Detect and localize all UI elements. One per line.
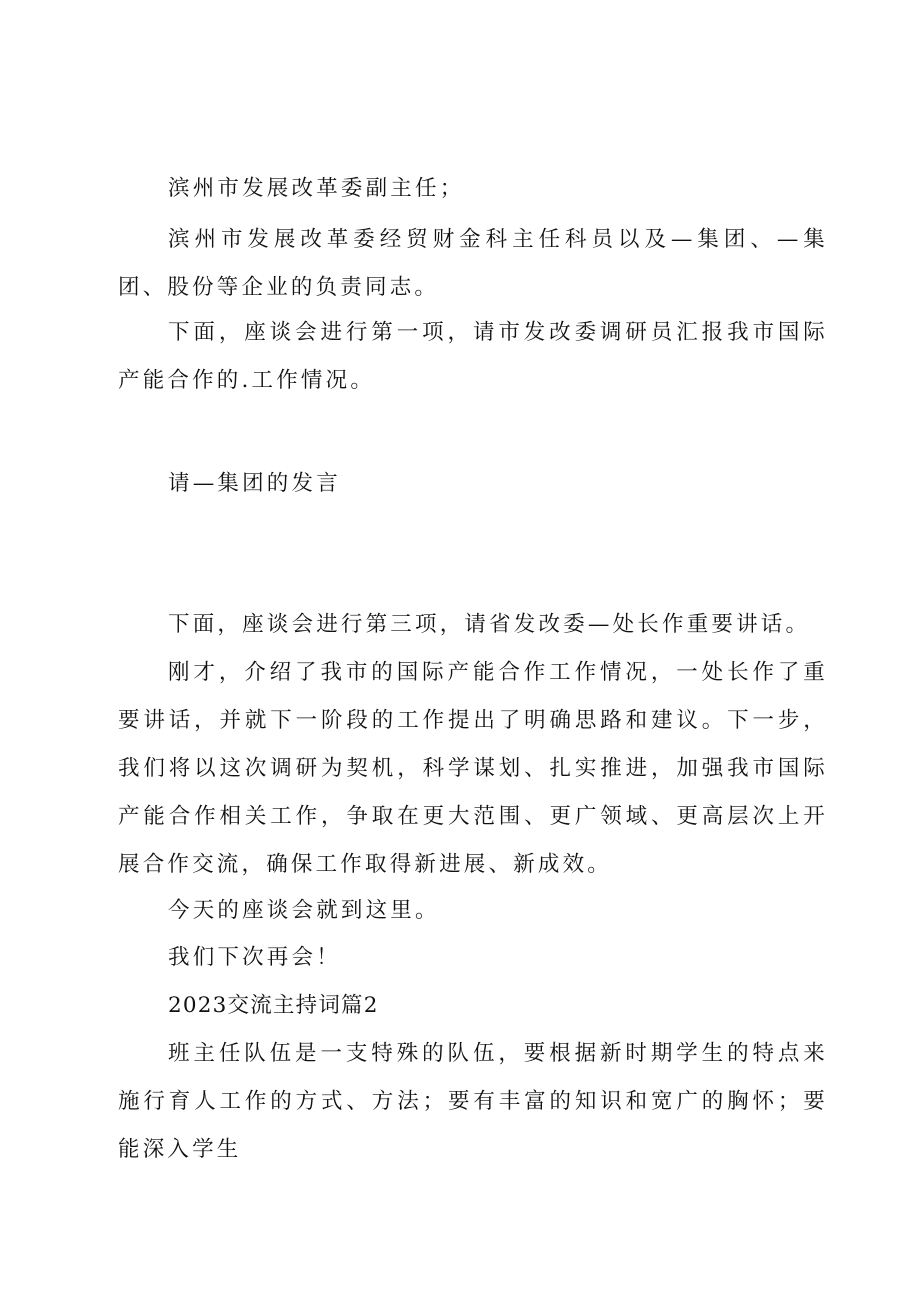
- paragraph-5: 下面，座谈会进行第三项，请省发改委—处长作重要讲话。: [168, 612, 811, 637]
- paragraph-1: 滨州市发展改革委副主任；: [168, 176, 465, 201]
- paragraph-3: 下面，座谈会进行第一项，请市发改委调研员汇报我市国际产能合作的.工作情况。: [118, 320, 828, 393]
- paragraph-8: 我们下次再会！: [168, 945, 341, 970]
- paragraph-6: 刚才，介绍了我市的国际产能合作工作情况，一处长作了重要讲话，并就下一阶段的工作提出了明确思路和建议。下一步，我们将以这次调研为契机，科学谋划、扎实推进，加强我市国际产能合作相关工作，争取在更大范围、更广领域、更高层次上开展合作交流，确保工作取得新进展、新成效。: [118, 660, 828, 877]
- paragraph-9: 班主任队伍是一支特殊的队伍，要根据新时期学生的特点来施行育人工作的方式、方法；要有丰富的知识和宽广的胸怀；要能深入学生: [118, 1041, 828, 1162]
- section-heading: 2023交流主持词篇2: [168, 993, 379, 1018]
- paragraph-4: 请—集团的发言: [168, 471, 341, 496]
- paragraph-2: 滨州市发展改革委经贸财金科主任科员以及—集团、—集团、股份等企业的负责同志。: [118, 227, 828, 300]
- paragraph-7: 今天的座谈会就到这里。: [168, 898, 440, 923]
